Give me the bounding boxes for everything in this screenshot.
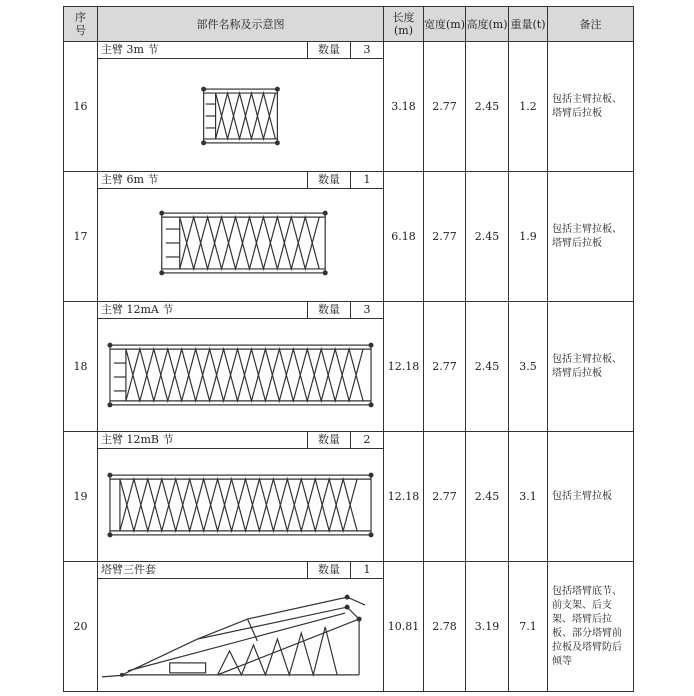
qty-value: 3 <box>350 42 383 58</box>
row-weight: 3.1 <box>509 432 548 562</box>
qty-label: 数量 <box>307 302 350 318</box>
header-width: 宽度(m) <box>424 7 466 42</box>
qty-value: 1 <box>350 562 383 578</box>
row-length: 12.18 <box>384 432 424 562</box>
qty-value: 3 <box>350 302 383 318</box>
qty-value: 1 <box>350 172 383 188</box>
table-row <box>64 42 634 172</box>
row-seq: 19 <box>64 432 98 562</box>
row-remark: 包括主臂拉板、塔臂后拉板 <box>548 172 634 302</box>
part-name: 主臂 3m 节 <box>101 43 159 56</box>
boom-6m-section-drawing <box>98 189 383 301</box>
part-cell <box>98 562 384 692</box>
part-name: 主臂 12mB 节 <box>101 433 174 446</box>
row-width: 2.77 <box>424 302 466 432</box>
row-height: 2.45 <box>466 42 509 172</box>
row-width: 2.77 <box>424 42 466 172</box>
qty-label: 数量 <box>307 562 350 578</box>
row-remark: 包括塔臂底节、前支架、后支架、塔臂后拉板、部分塔臂前拉板及塔臂防后倾等 <box>548 562 634 692</box>
table-row <box>64 172 634 302</box>
header-seq: 序号 <box>64 7 98 42</box>
component-spec-table <box>63 6 634 692</box>
header-height: 高度(m) <box>466 7 509 42</box>
qty-label: 数量 <box>307 42 350 58</box>
row-seq: 17 <box>64 172 98 302</box>
qty-label: 数量 <box>307 172 350 188</box>
part-cell <box>98 432 384 562</box>
boom-3m-section-drawing <box>98 59 383 171</box>
tower-jib-three-piece-drawing <box>98 579 383 691</box>
row-length: 12.18 <box>384 302 424 432</box>
boom-12mA-section-drawing <box>98 319 383 431</box>
row-weight: 7.1 <box>509 562 548 692</box>
header-weight: 重量(t) <box>509 7 548 42</box>
row-height: 2.45 <box>466 172 509 302</box>
row-weight: 3.5 <box>509 302 548 432</box>
header-remark: 备注 <box>548 7 634 42</box>
row-width: 2.78 <box>424 562 466 692</box>
row-remark: 包括主臂拉板、塔臂后拉板 <box>548 42 634 172</box>
qty-label: 数量 <box>307 432 350 448</box>
row-length: 10.81 <box>384 562 424 692</box>
row-width: 2.77 <box>424 432 466 562</box>
row-remark: 包括主臂拉板 <box>548 432 634 562</box>
table-row <box>64 562 634 692</box>
row-height: 2.45 <box>466 302 509 432</box>
table-row <box>64 302 634 432</box>
row-seq: 20 <box>64 562 98 692</box>
row-seq: 18 <box>64 302 98 432</box>
part-cell <box>98 302 384 432</box>
part-cell <box>98 172 384 302</box>
header-name: 部件名称及示意图 <box>98 7 384 42</box>
part-name: 主臂 12mA 节 <box>101 303 174 316</box>
part-name: 塔臂三件套 <box>101 563 156 576</box>
boom-12mB-section-drawing <box>98 449 383 561</box>
row-remark: 包括主臂拉板、塔臂后拉板 <box>548 302 634 432</box>
row-length: 6.18 <box>384 172 424 302</box>
part-cell <box>98 42 384 172</box>
row-seq: 16 <box>64 42 98 172</box>
qty-value: 2 <box>350 432 383 448</box>
row-length: 3.18 <box>384 42 424 172</box>
row-width: 2.77 <box>424 172 466 302</box>
part-name: 主臂 6m 节 <box>101 173 159 186</box>
row-height: 2.45 <box>466 432 509 562</box>
row-weight: 1.2 <box>509 42 548 172</box>
row-height: 3.19 <box>466 562 509 692</box>
table-row <box>64 432 634 562</box>
header-row <box>64 7 634 42</box>
row-weight: 1.9 <box>509 172 548 302</box>
header-length: 长度(m) <box>384 7 424 42</box>
